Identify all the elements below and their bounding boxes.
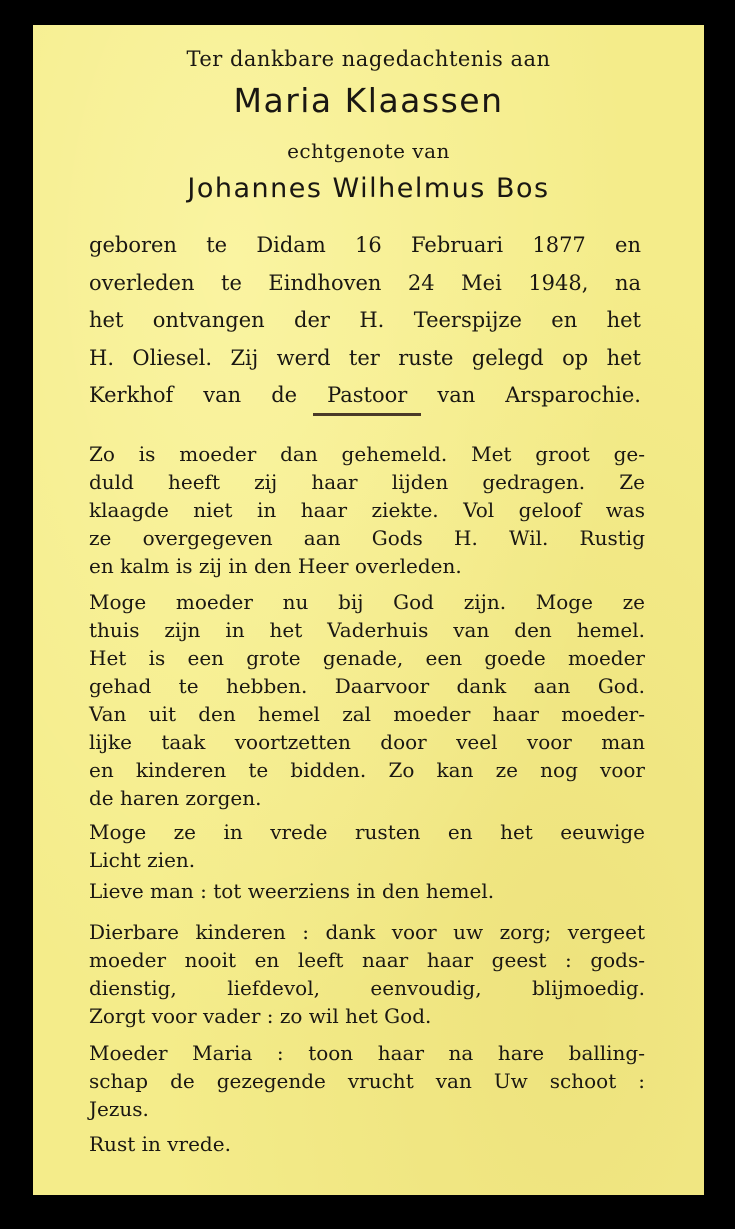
- text-line: schap de gezegende vrucht van Uw schoot :: [89, 1069, 645, 1093]
- bio-line: Kerkhof van de Pastoor van Arsparochie.: [89, 383, 641, 407]
- text-line: klaagde niet in haar ziekte. Vol geloof was: [89, 498, 645, 522]
- text-line: Lieve man : tot weerziens in den hemel.: [89, 879, 495, 903]
- paragraph-3: [89, 818, 645, 874]
- text-line: Het is een grote genade, een goede moeder: [89, 646, 645, 670]
- paragraph-2: [89, 588, 645, 812]
- text-line: lijke taak voortzetten door veel voor man: [89, 730, 645, 754]
- bio-line: het ontvangen der H. Teerspijze en het: [89, 308, 641, 332]
- paragraph-7: [89, 1130, 645, 1158]
- text-line: Moge moeder nu bij God zijn. Moge ze: [89, 590, 645, 614]
- deceased-name: Maria Klaassen: [233, 81, 504, 120]
- biography: [89, 227, 641, 415]
- text-line: en kalm is zij in den Heer overleden.: [89, 554, 462, 578]
- paragraph-6: [89, 1039, 645, 1123]
- bio-line: geboren te Didam 16 Februari 1877 en: [89, 233, 641, 257]
- paragraph-4: [89, 877, 645, 905]
- bio-line: overleden te Eindhoven 24 Mei 1948, na: [89, 270, 641, 295]
- text-line: ze overgegeven aan Gods H. Wil. Rustig: [89, 526, 645, 550]
- text-line: Moeder Maria : toon haar na hare balling-: [89, 1041, 645, 1065]
- spouse-intro: echtgenote van: [287, 139, 450, 163]
- text-line: Jezus.: [89, 1097, 149, 1121]
- text-line: de haren zorgen.: [89, 786, 262, 810]
- paragraph-5: [89, 918, 645, 1030]
- paragraph-1: [89, 440, 645, 580]
- text-line: Rust in vrede.: [89, 1132, 231, 1156]
- text-line: Licht zien.: [89, 848, 196, 872]
- text-line: duld heeft zij haar lijden gedragen. Ze: [89, 470, 645, 494]
- divider: [313, 413, 421, 416]
- text-line: Moge ze in vrede rusten en het eeuwige: [89, 820, 645, 844]
- text-line: Van uit den hemel zal moeder haar moeder-: [89, 702, 645, 726]
- text-line: dienstig, liefdevol, eenvoudig, blijmoedig.: [89, 976, 645, 1000]
- husband-name: Johannes Wilhelmus Bos: [187, 173, 550, 204]
- memorial-card: [33, 25, 704, 1195]
- text-line: Zo is moeder dan gehemeld. Met groot ge-: [89, 442, 645, 466]
- text-line: moeder nooit en leeft naar haar geest : gods-: [89, 948, 645, 972]
- text-line: gehad te hebben. Daarvoor dank aan God.: [89, 674, 645, 698]
- text-line: Zorgt voor vader : zo wil het God.: [89, 1004, 432, 1028]
- text-line: thuis zijn in het Vaderhuis van den hemel.: [89, 618, 645, 642]
- bio-line: H. Oliesel. Zij werd ter ruste gelegd op het: [89, 345, 641, 370]
- intro-line: Ter dankbare nagedachtenis aan: [186, 47, 551, 71]
- text-line: en kinderen te bidden. Zo kan ze nog voor: [89, 758, 645, 782]
- text-line: Dierbare kinderen : dank voor uw zorg; vergeet: [89, 920, 645, 944]
